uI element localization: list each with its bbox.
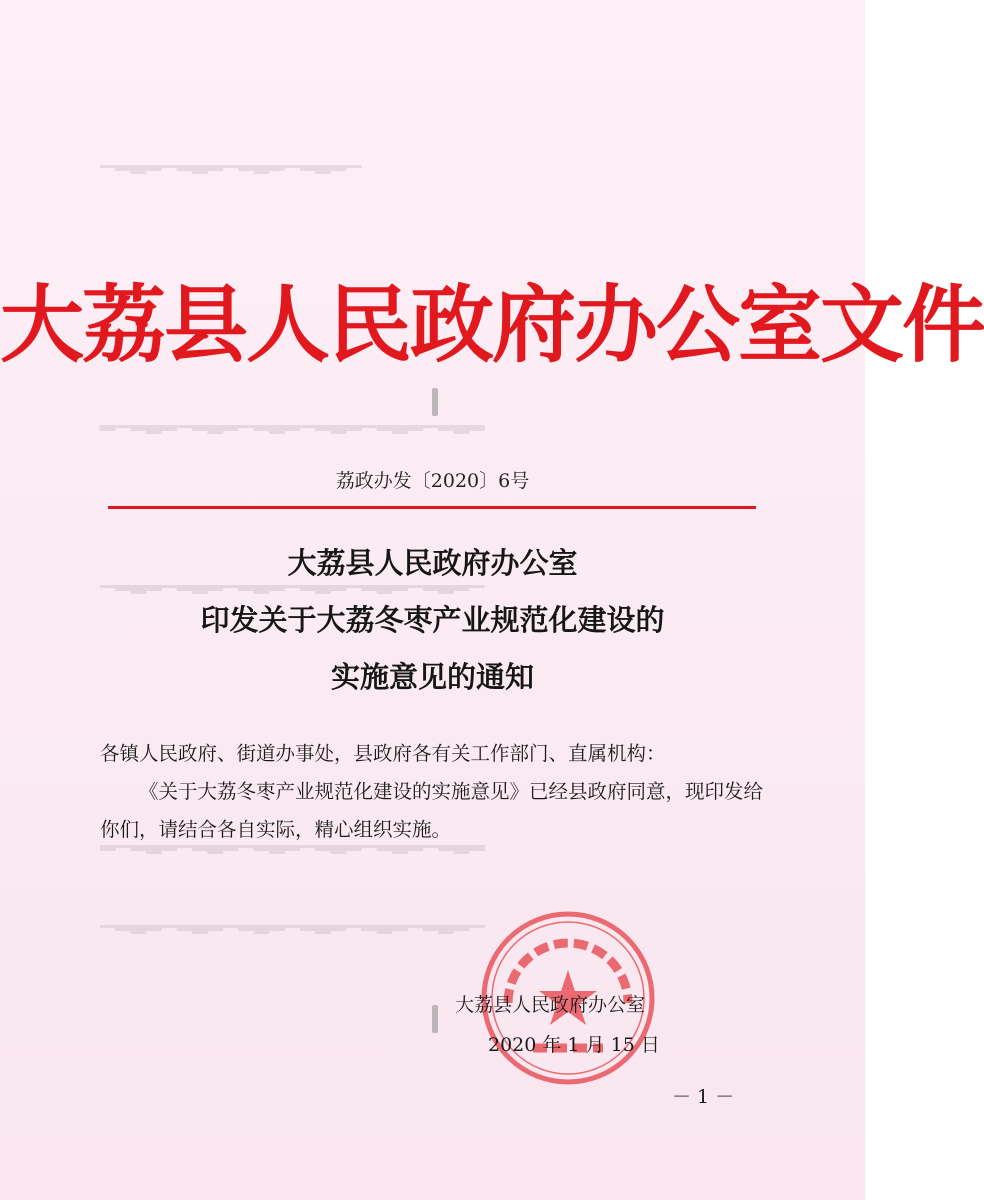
- notice-title: [0, 535, 865, 706]
- notice-body: [100, 735, 770, 849]
- recipients-line: 各镇人民政府、街道办事处，县政府各有关工作部门、直属机构：: [100, 742, 666, 765]
- page-number: － 1 －: [672, 1086, 735, 1108]
- notice-title-line-1: 大荔县人民政府办公室: [287, 546, 578, 580]
- signature-organization: 大荔县人民政府办公室: [455, 994, 646, 1016]
- staple-mark: [432, 388, 438, 416]
- header-separator-line: [108, 506, 756, 509]
- staple-mark: [432, 1005, 438, 1033]
- signature-date: 2020 年 1 月 15 日: [488, 1034, 660, 1056]
- notice-title-line-2: 印发关于大荔冬枣产业规范化建设的: [200, 603, 665, 637]
- bleed-through-texture: ▂▁▂▃▂▁▂▃▂▁▂▃▂▁▂▃▂▁▂▃▂▁▂▃▂: [100, 425, 485, 449]
- document-number: 荔政办发〔2020〕6号: [335, 470, 530, 492]
- bleed-through-texture: ▁▂▃▂▁▂▃▂▁▂▃▂▁▂▃▂▁▂▃▂▁▂▃▂▁: [100, 585, 485, 609]
- notice-title-line-3: 实施意见的通知: [330, 660, 534, 694]
- bleed-through-texture: ▁▂▃▂▁▂▃▂▁▂▃▂▁▂▃▂▁: [100, 165, 362, 189]
- body-paragraph: 《关于大荔冬枣产业规范化建设的实施意见》已经县政府同意，现印发给你们，请结合各自实际，精心组织实施。: [100, 780, 764, 841]
- bleed-through-texture: ▂▁▂▃▂▁▂▃▂▁▂▃▂▁▂▃▂▁▂▃▂▁▂▃▂: [100, 845, 485, 869]
- document-header-title: 大荔县人民政府办公室文件: [0, 275, 984, 374]
- bleed-through-texture: ▁▂▃▂▁▂▃▂▁▂▃▂▁▂▃▂▁▂▃▂▁▂▃▂▁: [100, 925, 485, 949]
